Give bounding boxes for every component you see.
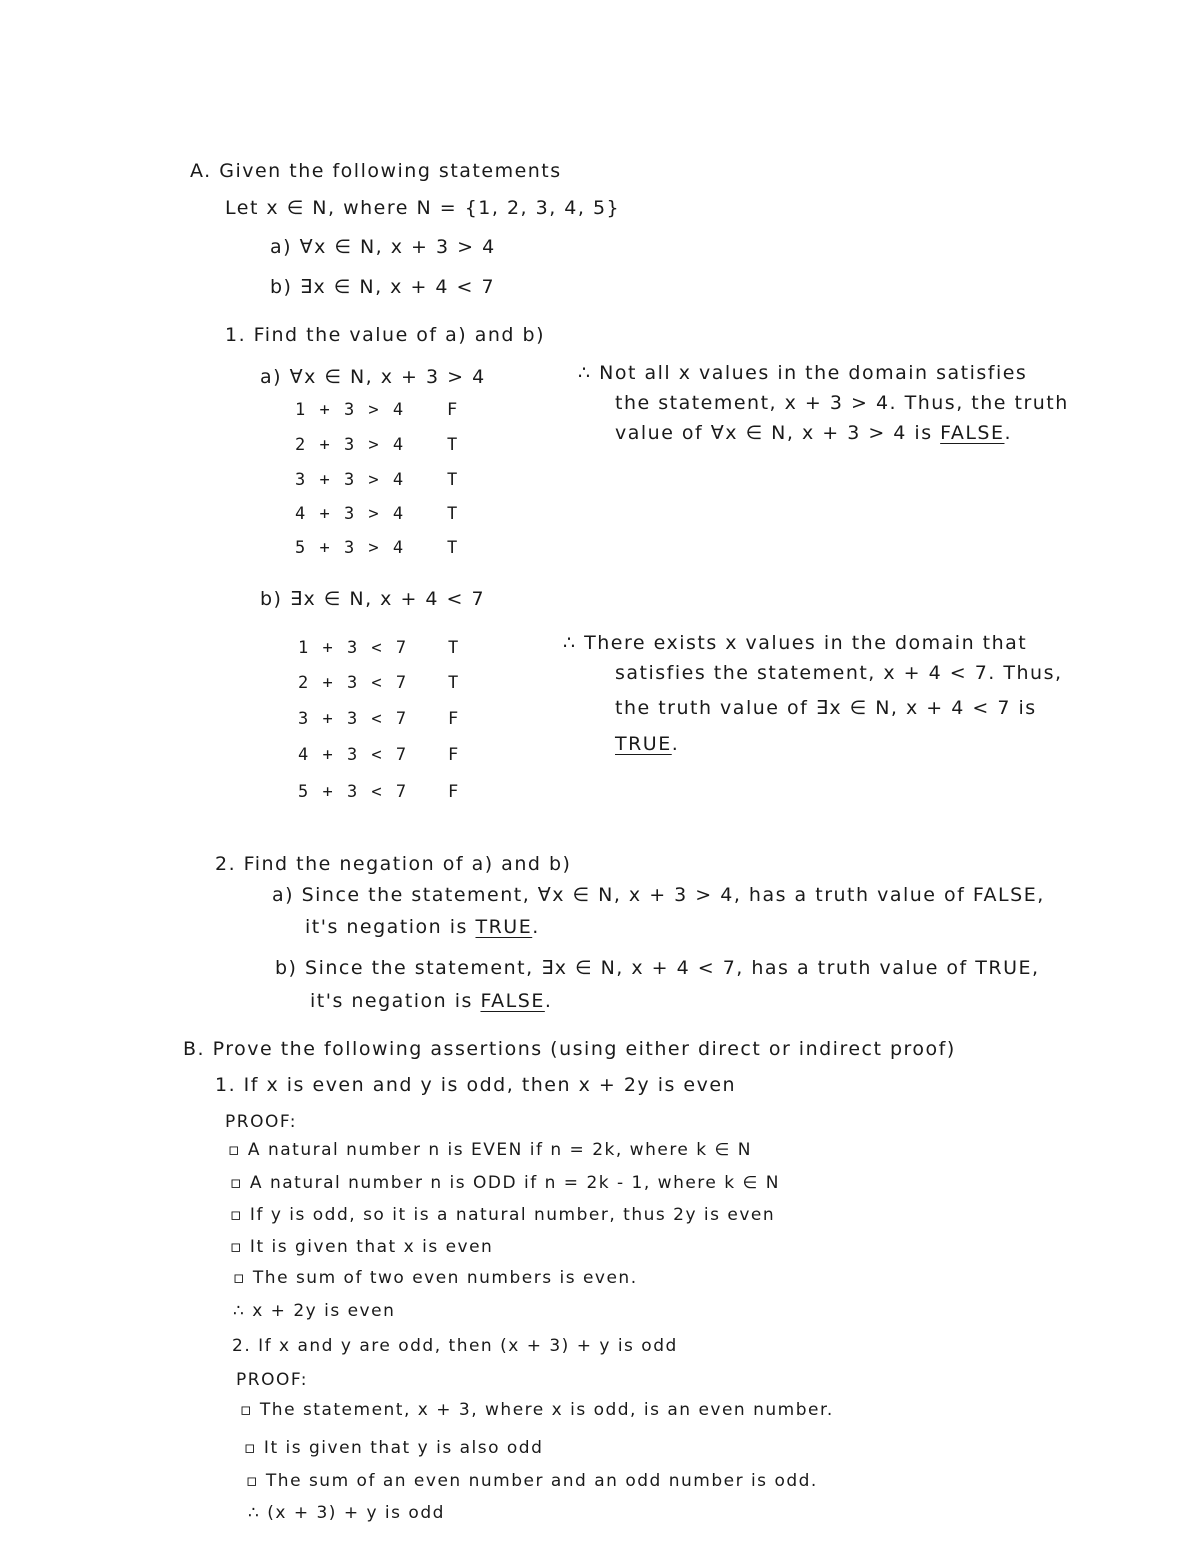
conclusion-a-line2: the statement, x + 3 > 4. Thus, the truth (615, 392, 1069, 414)
domain-definition: Let x ∈ N, where N = {1, 2, 3, 4, 5} (225, 197, 621, 219)
question-1: 1. Find the value of a) and b) (225, 324, 545, 346)
conclusion-b-line3: the truth value of ∃x ∈ N, x + 4 < 7 is (615, 697, 1037, 719)
question-2: 2. Find the negation of a) and b) (215, 853, 572, 875)
proof-2-step: ▫ The sum of an even number and an odd number is odd. (246, 1471, 818, 1491)
part-b-title: b) ∃x ∈ N, x + 4 < 7 (260, 588, 486, 610)
proof-1-step: ▫ A natural number n is ODD if n = 2k - 1, where k ∈ N (230, 1173, 780, 1193)
conclusion-b-line4: TRUE. (615, 733, 680, 755)
proof-2-step: ▫ It is given that y is also odd (244, 1438, 544, 1458)
conclusion-b-line2: satisfies the statement, x + 4 < 7. Thus, (615, 662, 1063, 684)
part-a-title: a) ∀x ∈ N, x + 3 > 4 (260, 366, 486, 388)
proof-1-title: 1. If x is even and y is odd, then x + 2y is even (215, 1074, 737, 1096)
proof-2-step: ▫ The statement, x + 3, where x is odd, is an even number. (240, 1400, 834, 1420)
proof-1-step: ▫ The sum of two even numbers is even. (233, 1268, 638, 1288)
proof-1-step: ▫ It is given that x is even (230, 1237, 494, 1257)
statement-b: b) ∃x ∈ N, x + 4 < 7 (270, 276, 496, 298)
statement-a: a) ∀x ∈ N, x + 3 > 4 (270, 236, 496, 258)
conclusion-b-line1: ∴ There exists x values in the domain that (563, 632, 1028, 654)
negation-a-line2: it's negation is TRUE. (305, 916, 540, 938)
negation-b-line2: it's negation is FALSE. (310, 990, 553, 1012)
truth-table-b: 1 + 3 < 7 T 2 + 3 < 7 T 3 + 3 < 7 F 4 + 3 < 7 F 5 + 3 < 7 F (298, 638, 461, 802)
conclusion-a-line3: value of ∀x ∈ N, x + 3 > 4 is FALSE. (615, 422, 1013, 444)
conclusion-a-line1: ∴ Not all x values in the domain satisfies (578, 362, 1028, 384)
negation-b-line1: b) Since the statement, ∃x ∈ N, x + 4 < 7, has a truth value of TRUE, (275, 957, 1040, 979)
answer-true: TRUE (615, 733, 672, 755)
proof-1-label: PROOF: (225, 1112, 298, 1132)
section-b-heading: B. Prove the following assertions (using either direct or indirect proof) (183, 1038, 956, 1060)
proof-1-step: ▫ If y is odd, so it is a natural number, thus 2y is even (230, 1205, 776, 1225)
negation-a-line1: a) Since the statement, ∀x ∈ N, x + 3 > 4, has a truth value of FALSE, (272, 884, 1045, 906)
proof-1-conclusion: ∴ x + 2y is even (233, 1301, 396, 1321)
proof-1-step: ▫ A natural number n is EVEN if n = 2k, where k ∈ N (228, 1140, 752, 1160)
proof-2-label: PROOF: (236, 1370, 309, 1390)
negation-a-answer: TRUE (475, 916, 533, 938)
answer-false: FALSE (940, 422, 1005, 444)
truth-table-a: 1 + 3 > 4 F 2 + 3 > 4 T 3 + 3 > 4 T 4 + 3 > 4 T 5 + 3 > 4 T (295, 400, 460, 558)
negation-b-answer: FALSE (480, 990, 545, 1012)
proof-2-title: 2. If x and y are odd, then (x + 3) + y is odd (232, 1336, 678, 1356)
proof-2-conclusion: ∴ (x + 3) + y is odd (248, 1503, 445, 1523)
section-a-heading: A. Given the following statements (190, 160, 562, 182)
